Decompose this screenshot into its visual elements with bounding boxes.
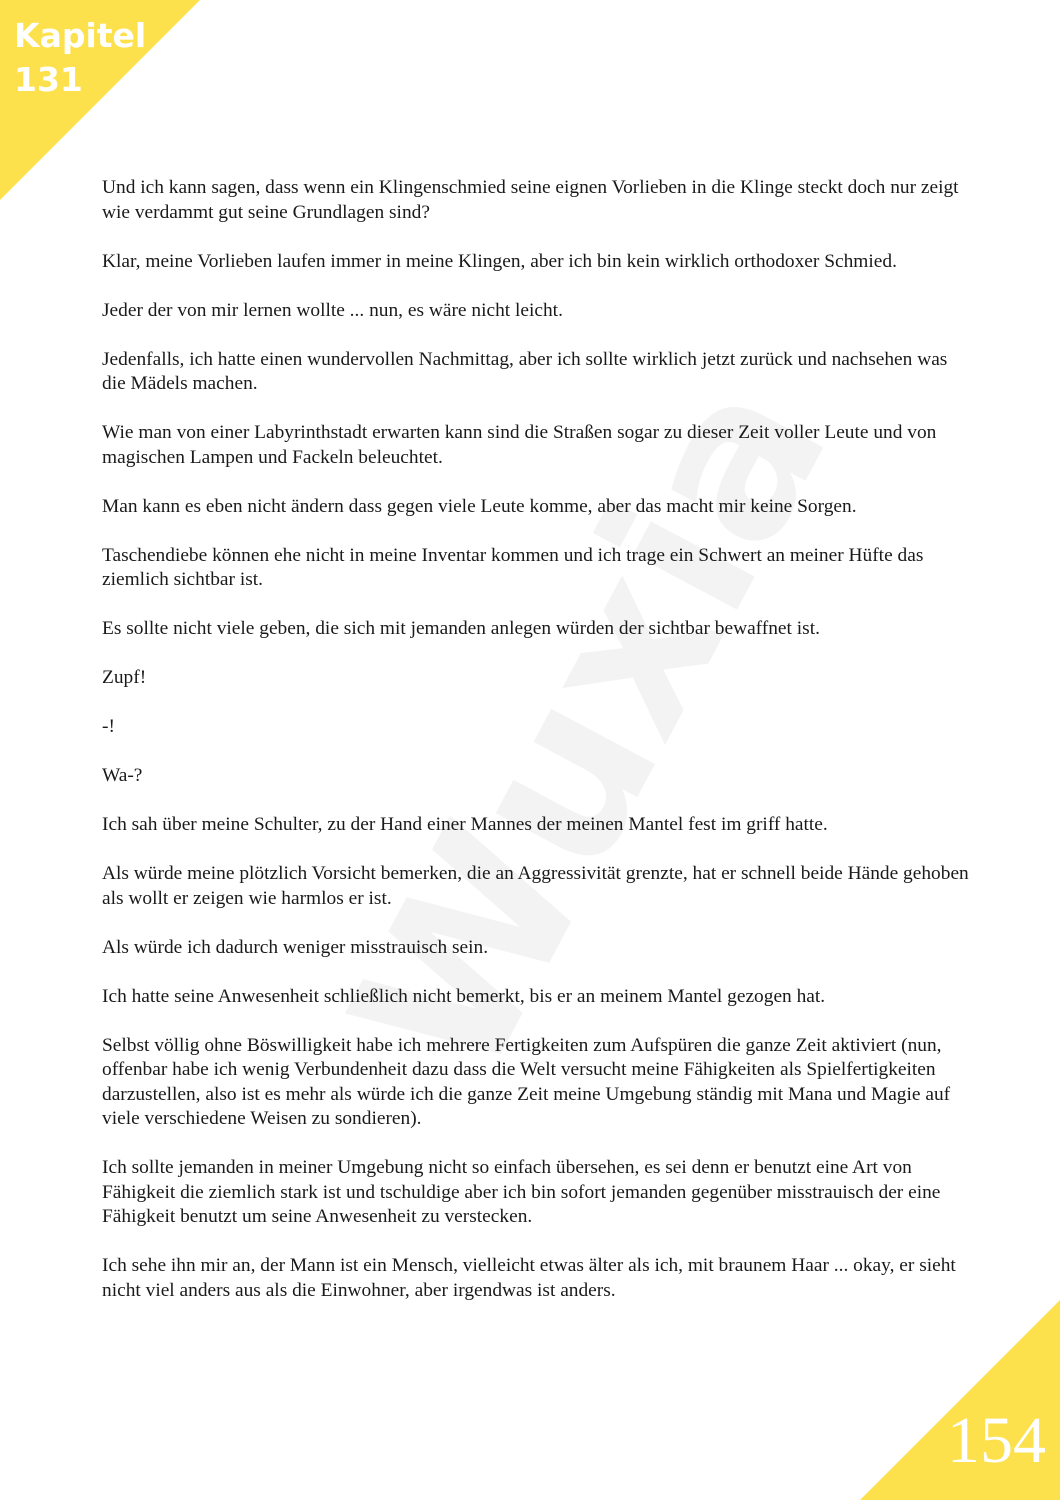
paragraph: Es sollte nicht viele geben, die sich mit jemanden anlegen würden der sichtbar bewaffnet ist.	[102, 618, 820, 639]
page-number: 154	[947, 1404, 1046, 1477]
chapter-number: 131	[14, 60, 83, 99]
chapter-word: Kapitel	[14, 16, 147, 55]
paragraph: Ich sollte jemanden in meiner Umgebung nicht so einfach übersehen, es sei denn er benutzt eine Art von Fähigkeit die ziemlich stark ist und tschuldige aber ich bin sofort jemanden gegenüber misstrauisch der eine Fähigkeit benutzt um seine Anwesenheit zu verstecken.	[102, 1157, 941, 1227]
paragraph: Wie man von einer Labyrinthstadt erwarten kann sind die Straßen sogar zu dieser Zeit voller Leute und von magischen Lampen und Fackeln beleuchtet.	[102, 422, 937, 468]
paragraph: Klar, meine Vorlieben laufen immer in meine Klingen, aber ich bin kein wirklich orthodoxer Schmied.	[102, 250, 897, 272]
paragraph: -!	[102, 716, 115, 737]
paragraph: Jedenfalls, ich hatte einen wundervollen Nachmittag, aber ich sollte wirklich jetzt zurück und nachsehen was die Mädels machen.	[102, 348, 948, 394]
paragraph: Und ich kann sagen, dass wenn ein Klingenschmied seine eignen Vorlieben in die Klinge steckt doch nur zeigt wie verdammt gut seine Grundlagen sind?	[102, 177, 959, 223]
chapter-text	[102, 176, 972, 1328]
paragraph: Taschendiebe können ehe nicht in meine Inventar kommen und ich trage ein Schwert an meiner Hüfte das ziemlich sichtbar ist.	[102, 544, 924, 590]
paragraph: Ich sehe ihn mir an, der Mann ist ein Mensch, vielleicht etwas älter als ich, mit braunem Haar ... okay, er sieht nicht viel anders aus als die Einwohner, aber irgendwas ist anders.	[102, 1255, 956, 1301]
paragraph: Man kann es eben nicht ändern dass gegen viele Leute komme, aber das macht mir keine Sorgen.	[102, 495, 857, 517]
chapter-label	[14, 14, 146, 102]
paragraph: Selbst völlig ohne Böswilligkeit habe ich mehrere Fertigkeiten zum Aufspüren die ganze Zeit aktiviert (nun, offenbar habe ich wenig Verbundenheit dazu dass die Welt versucht meine Fähigkeiten als Spielfertigkeiten darzustellen, also ist es mehr als würde ich die ganze Zeit meine Umgebung ständig mit Mana und Magie auf viele verschiedene Weisen zu sondieren).	[102, 1034, 951, 1129]
paragraph: Als würde meine plötzlich Vorsicht bemerken, die an Aggressivität grenzte, hat er schnell beide Hände gehoben als wollt er zeigen wie harmlos er ist.	[102, 863, 969, 909]
paragraph: Jeder der von mir lernen wollte ... nun, es wäre nicht leicht.	[102, 299, 563, 321]
paragraph: Zupf!	[102, 667, 147, 688]
paragraph: Wa-?	[102, 765, 143, 786]
paragraph: Ich sah über meine Schulter, zu der Hand einer Mannes der meinen Mantel fest im griff hatte.	[102, 814, 828, 835]
paragraph: Als würde ich dadurch weniger misstrauisch sein.	[102, 936, 489, 958]
paragraph: Ich hatte seine Anwesenheit schließlich nicht bemerkt, bis er an meinem Mantel gezogen hat.	[102, 985, 826, 1007]
